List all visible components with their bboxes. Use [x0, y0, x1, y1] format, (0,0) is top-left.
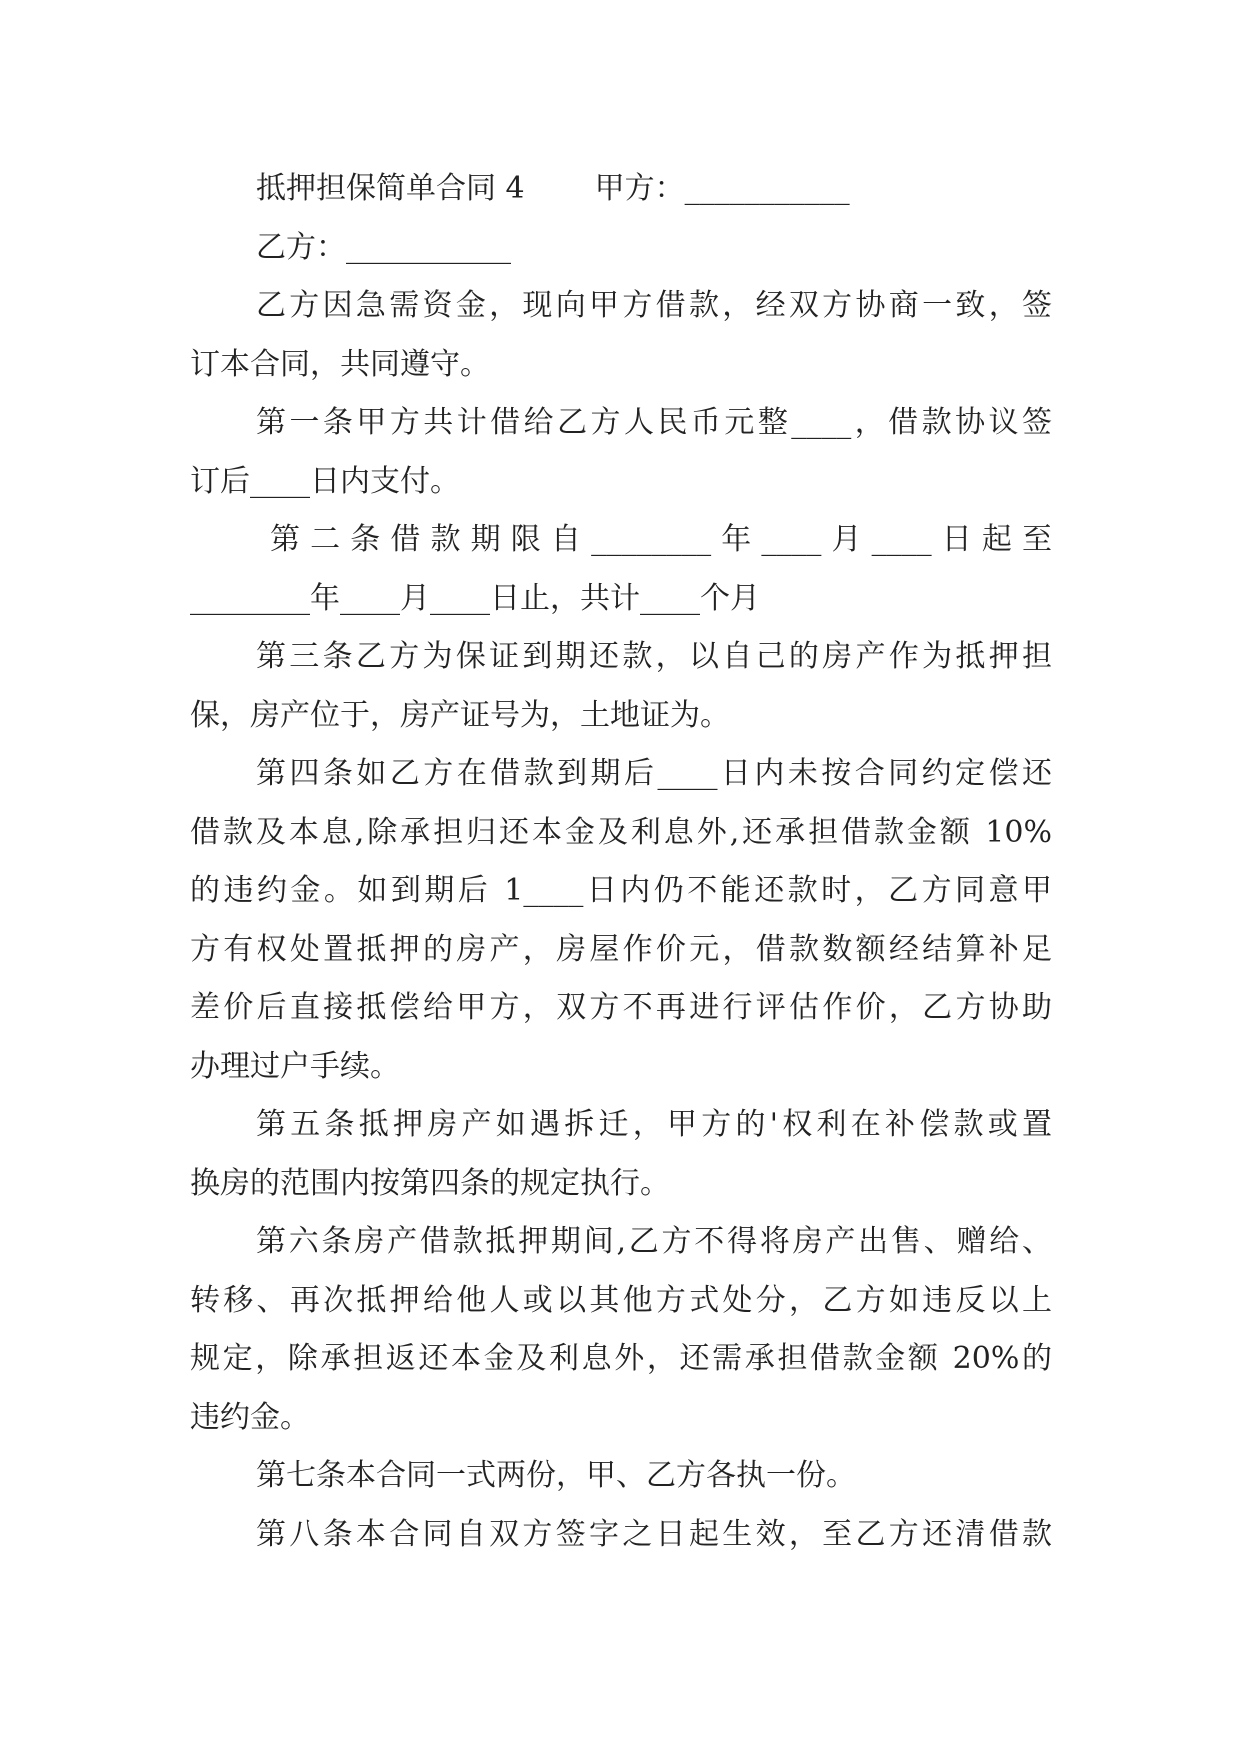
clause-4-line: 方有权处置抵押的房产，房屋作价元，借款数额经结算补足	[190, 931, 1052, 967]
clause-3-line: 第三条乙方为保证到期还款，以自己的房产作为抵押担	[256, 639, 1052, 674]
clause-2-line: 第二条借款期限自________年____月____日起至	[270, 522, 1052, 557]
clause-1-line: 第一条甲方共计借给乙方人民币元整____，借款协议签	[256, 405, 1052, 440]
clause-6-line: 转移、再次抵押给他人或以其他方式处分，乙方如违反以上	[190, 1282, 1052, 1318]
clause-6-line: 第六条房产借款抵押期间,乙方不得将房产出售、赠给、	[256, 1224, 1052, 1259]
clause-1-line: 订后____日内支付。	[190, 463, 460, 499]
clause-4-line: 第四条如乙方在借款到期后____日内未按合同约定偿还	[256, 756, 1052, 791]
clause-5-line: 换房的范围内按第四条的规定执行。	[190, 1165, 670, 1201]
document-title: 抵押担保简单合同 4	[256, 171, 525, 206]
clause-5-line: 第五条抵押房产如遇拆迁，甲方的'权利在补偿款或置	[256, 1107, 1052, 1142]
clause-4-line: 差价后直接抵偿给甲方，双方不再进行评估作价，乙方协助	[190, 990, 1052, 1025]
clause-6-line: 违约金。	[190, 1399, 310, 1435]
clause-4-line: 的违约金。如到期后 1____日内仍不能还款时，乙方同意甲	[190, 873, 1052, 908]
paragraph-line: 订本合同，共同遵守。	[190, 346, 490, 382]
party-a-field: 甲方：___________	[594, 171, 850, 206]
clause-4-line: 办理过户手续。	[190, 1048, 400, 1084]
title-line	[190, 160, 1052, 219]
paragraph-line: 乙方因急需资金，现向甲方借款，经双方协商一致，签	[256, 288, 1052, 323]
document-body	[190, 160, 1052, 1564]
clause-8-line: 第八条本合同自双方签字之日起生效，至乙方还清借款	[256, 1516, 1052, 1552]
party-b-field: 乙方：___________	[256, 229, 511, 265]
clause-6-line: 规定，除承担返还本金及利息外，还需承担借款金额 20%的	[190, 1341, 1052, 1376]
clause-3-line: 保，房产位于，房产证号为，土地证为。	[190, 697, 730, 733]
clause-2-line: ________年____月____日止，共计____个月	[190, 580, 760, 616]
clause-7-line: 第七条本合同一式两份，甲、乙方各执一份。	[256, 1458, 856, 1493]
clause-4-line: 借款及本息,除承担归还本金及利息外,还承担借款金额 10%	[190, 814, 1052, 850]
